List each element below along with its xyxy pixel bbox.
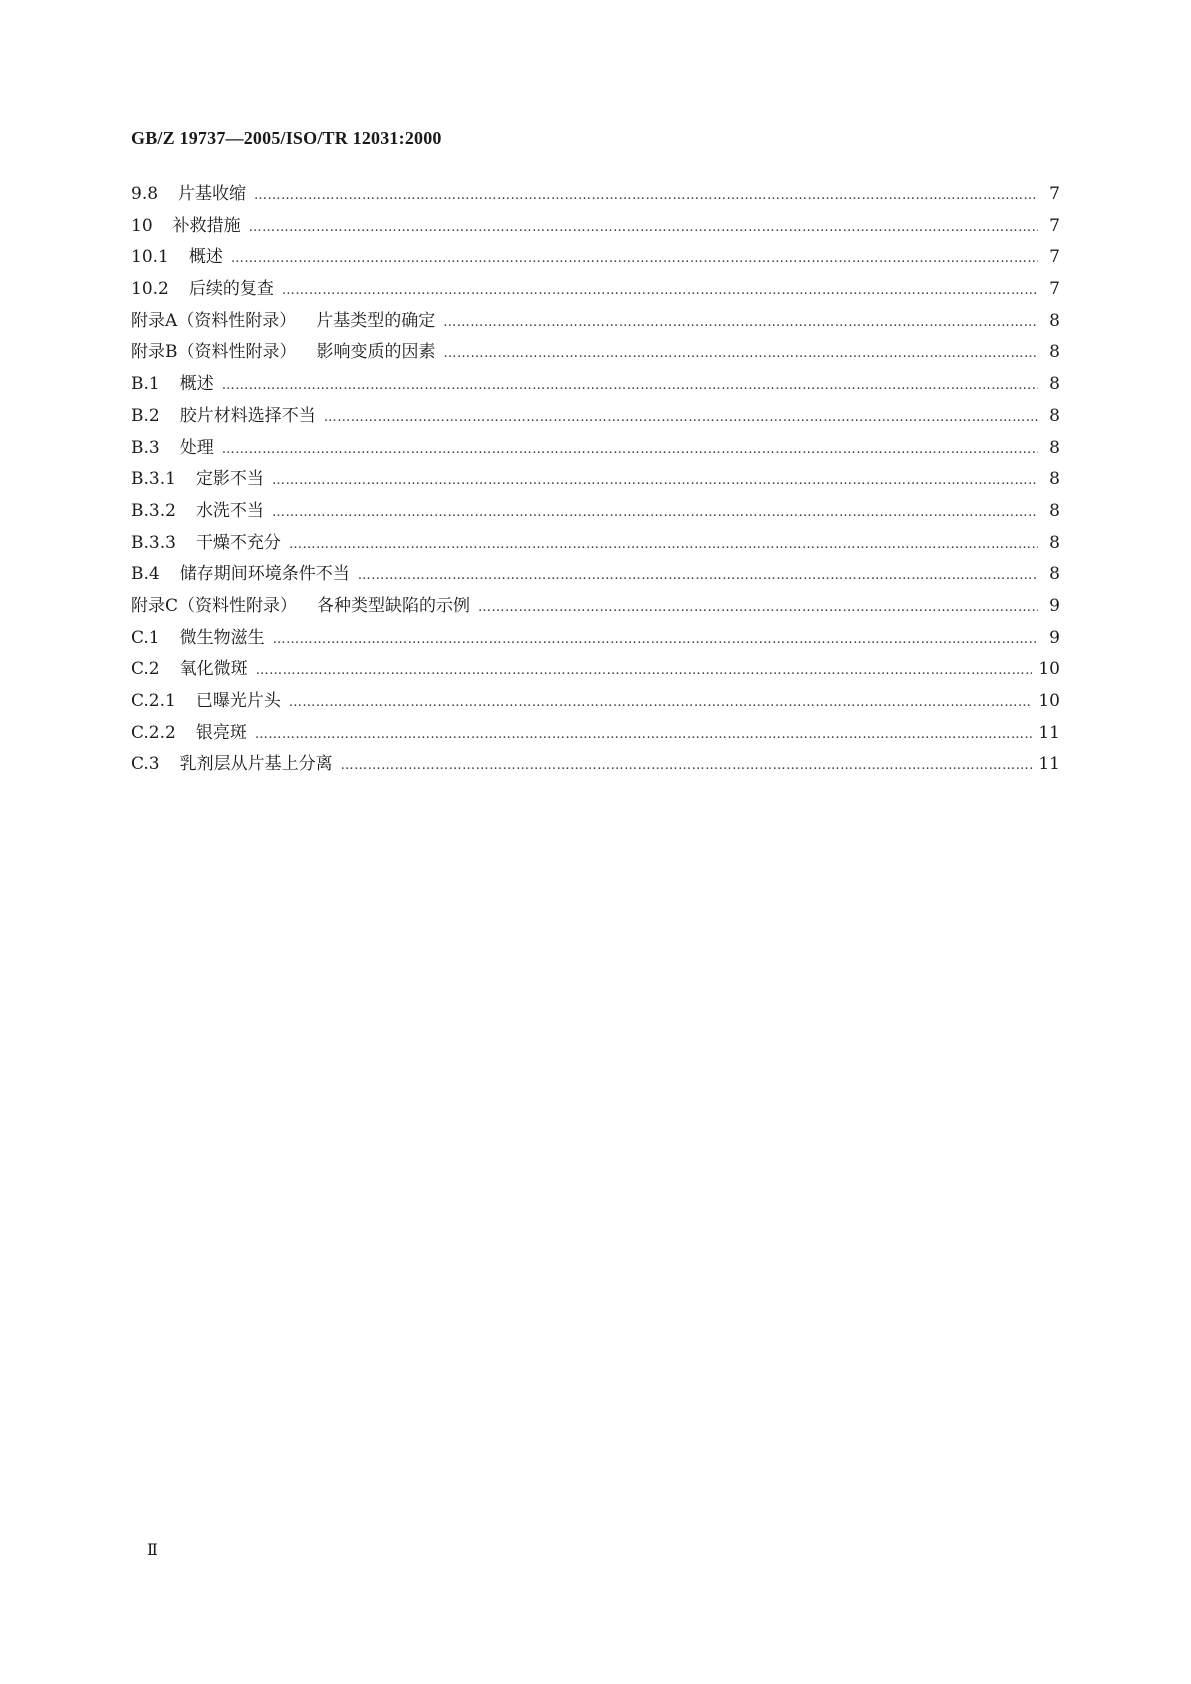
- toc-entry-page: 9: [1049, 595, 1060, 616]
- toc-leader-dots: [249, 220, 1038, 235]
- toc-leader-dots: [282, 283, 1038, 298]
- toc-leader-dots: [443, 315, 1038, 330]
- toc-entry-title: 概述: [188, 247, 223, 268]
- toc-entry[interactable]: [131, 654, 1060, 686]
- toc-entry[interactable]: [131, 433, 1060, 465]
- toc-entry-title: 银亮斑: [195, 722, 247, 743]
- toc-entry-title: 片基类型的确定: [316, 310, 436, 331]
- table-of-contents: [131, 179, 1060, 781]
- toc-entry-page: 10: [1038, 659, 1060, 680]
- toc-entry-number: B.3.1: [131, 469, 176, 490]
- toc-entry-title: 胶片材料选择不当: [179, 405, 316, 426]
- toc-entry-title: 微生物滋生: [179, 627, 265, 648]
- toc-entry-page: 8: [1049, 469, 1060, 490]
- toc-entry-page: 10: [1038, 691, 1060, 711]
- toc-entry[interactable]: [131, 337, 1060, 369]
- toc-leader-dots: [444, 346, 1039, 361]
- toc-leader-dots: [222, 442, 1038, 457]
- toc-entry-page: 8: [1049, 532, 1060, 553]
- toc-entry[interactable]: [131, 749, 1060, 781]
- toc-entry-page: 8: [1049, 310, 1060, 331]
- toc-entry-number: B.3.2: [131, 500, 176, 521]
- toc-entry-number: 附录A（资料性附录）: [131, 310, 297, 331]
- toc-entry-number: 9.8: [131, 184, 159, 204]
- toc-entry-title: 水洗不当: [195, 500, 264, 521]
- toc-entry-number: B.3: [131, 437, 160, 458]
- toc-entry[interactable]: [131, 623, 1060, 655]
- toc-entry-number: 10.2: [131, 279, 169, 300]
- toc-entry-page: 11: [1038, 754, 1060, 775]
- toc-entry-number: C.1: [131, 627, 160, 648]
- toc-entry-title: 概述: [179, 374, 214, 395]
- toc-entry-number: B.4: [131, 564, 160, 585]
- toc-leader-dots: [324, 410, 1038, 425]
- toc-entry-number: 附录B（资料性附录）: [131, 342, 297, 363]
- toc-leader-dots: [341, 758, 1033, 773]
- toc-entry-page: 8: [1049, 342, 1060, 363]
- toc-entry[interactable]: [131, 401, 1060, 433]
- document-header: GB/Z 19737—2005/ISO/TR 12031:2000: [131, 128, 442, 148]
- toc-entry-page: 8: [1049, 374, 1060, 395]
- toc-entry-title: 各种类型缺陷的示例: [317, 595, 471, 616]
- toc-entry-number: 10: [131, 215, 153, 236]
- toc-entry[interactable]: [131, 369, 1060, 401]
- toc-entry-number: C.2.2: [131, 722, 176, 743]
- page-number: Ⅱ: [147, 1542, 158, 1559]
- toc-entry-page: 7: [1049, 247, 1060, 268]
- toc-leader-dots: [272, 505, 1038, 520]
- toc-entry-page: 11: [1038, 722, 1060, 743]
- toc-leader-dots: [222, 378, 1038, 393]
- toc-entry[interactable]: [131, 528, 1060, 560]
- toc-entry-number: C.2.1: [131, 691, 176, 711]
- toc-entry-page: 8: [1049, 564, 1060, 585]
- toc-entry-page: 8: [1049, 500, 1060, 521]
- toc-entry-title: 已曝光片头: [195, 691, 281, 711]
- toc-entry[interactable]: [131, 242, 1060, 274]
- toc-leader-dots: [255, 727, 1033, 742]
- toc-entry-title: 定影不当: [195, 469, 264, 490]
- toc-entry-title: 片基收缩: [178, 184, 247, 204]
- toc-entry-page: 8: [1049, 405, 1060, 426]
- toc-entry[interactable]: [131, 179, 1060, 211]
- toc-entry-number: C.2: [131, 659, 160, 680]
- toc-entry-title: 影响变质的因素: [316, 342, 436, 363]
- toc-entry-title: 氧化微斑: [179, 659, 248, 680]
- toc-entry-number: B.3.3: [131, 532, 176, 553]
- toc-leader-dots: [289, 537, 1038, 552]
- toc-leader-dots: [289, 695, 1033, 710]
- toc-entry-number: 10.1: [131, 247, 169, 268]
- toc-entry[interactable]: [131, 496, 1060, 528]
- toc-entry-page: 9: [1049, 627, 1060, 648]
- toc-entry[interactable]: [131, 718, 1060, 750]
- toc-leader-dots: [273, 632, 1038, 647]
- toc-entry[interactable]: [131, 274, 1060, 306]
- toc-entry-number: 附录C（资料性附录）: [131, 595, 298, 616]
- toc-entry-number: B.2: [131, 405, 160, 426]
- toc-entry-title: 补救措施: [172, 215, 241, 236]
- toc-entry-page: 7: [1049, 215, 1060, 236]
- toc-entry[interactable]: [131, 559, 1060, 591]
- toc-leader-dots: [231, 251, 1038, 266]
- toc-leader-dots: [254, 188, 1038, 203]
- toc-leader-dots: [358, 568, 1038, 583]
- toc-entry[interactable]: [131, 306, 1060, 338]
- toc-leader-dots: [478, 600, 1038, 615]
- toc-entry-number: B.1: [131, 374, 160, 395]
- toc-entry[interactable]: [131, 211, 1060, 243]
- toc-entry[interactable]: [131, 686, 1060, 718]
- toc-entry-number: C.3: [131, 754, 160, 775]
- toc-entry[interactable]: [131, 464, 1060, 496]
- toc-entry-page: 7: [1049, 184, 1060, 204]
- toc-entry-page: 8: [1049, 437, 1060, 458]
- toc-entry-page: 7: [1049, 279, 1060, 300]
- toc-entry-title: 储存期间环境条件不当: [179, 564, 350, 585]
- toc-leader-dots: [272, 473, 1038, 488]
- toc-entry[interactable]: [131, 591, 1060, 623]
- toc-entry-title: 乳剂层从片基上分离: [179, 754, 333, 775]
- toc-leader-dots: [256, 663, 1033, 678]
- toc-entry-title: 后续的复查: [188, 279, 274, 300]
- toc-entry-title: 处理: [179, 437, 214, 458]
- toc-entry-title: 干燥不充分: [195, 532, 281, 553]
